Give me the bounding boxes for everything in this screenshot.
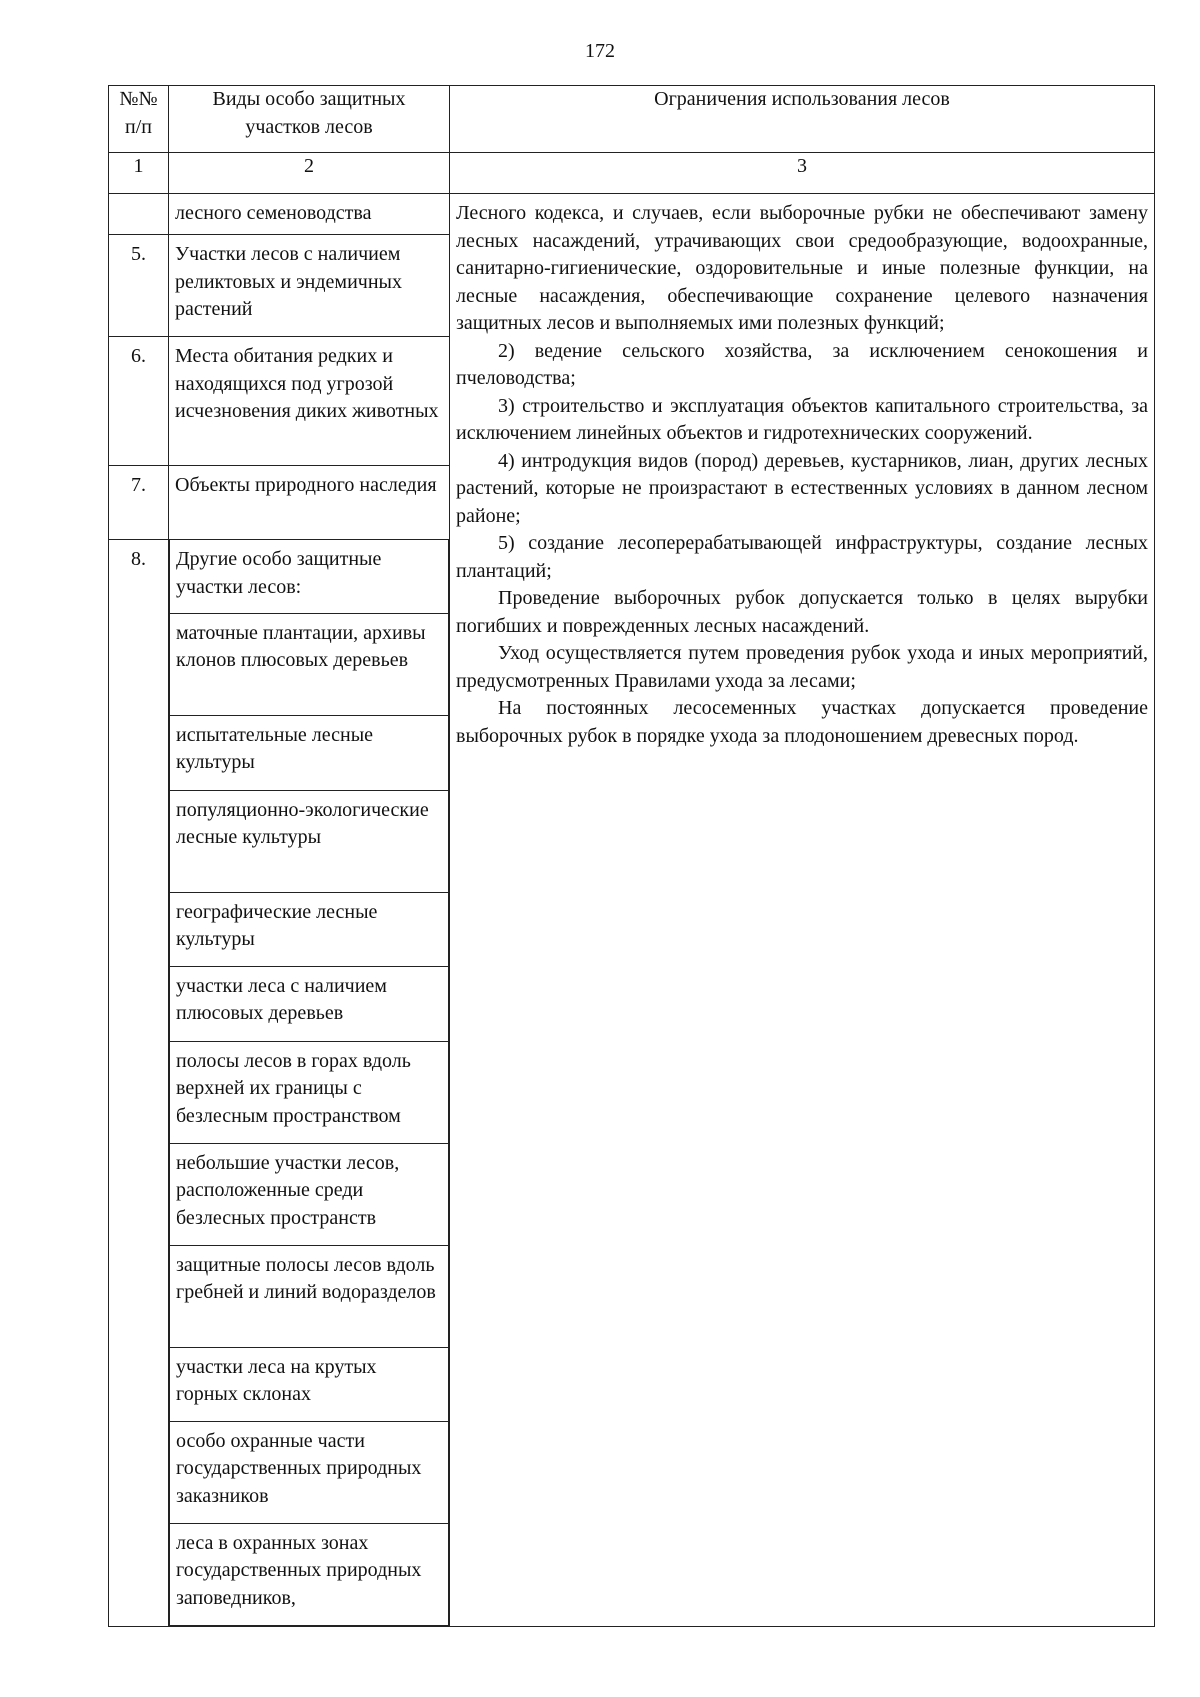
list-item: испытательные лесные культуры — [170, 715, 449, 790]
header-restrictions: Ограничения использования лесов — [450, 86, 1155, 153]
forest-area-type: Объекты природного наследия — [169, 466, 450, 540]
forest-restrictions-table — [108, 85, 1155, 1627]
forest-area-type: Участки лесов с наличием реликтовых и эндемичных растений — [169, 235, 450, 337]
table-header-row — [109, 86, 1155, 153]
column-number: 2 — [169, 153, 450, 194]
list-item: Другие особо защитные участки лесов: — [170, 540, 449, 613]
list-item: полосы лесов в горах вдоль верхней их границы с безлесным пространством — [170, 1041, 449, 1143]
table-row — [109, 194, 1155, 235]
list-item: небольшие участки лесов, расположенные среди безлесных пространств — [170, 1143, 449, 1245]
forest-area-type: Места обитания редких и находящихся под угрозой исчезновения диких животных — [169, 337, 450, 466]
restriction-paragraph: 2) ведение сельского хозяйства, за исключением сенокошения и пчеловодства; — [456, 339, 1148, 389]
header-number: №№ п/п — [109, 86, 169, 153]
list-item: леса в охранных зонах государственных природных заповедников, — [170, 1523, 449, 1625]
row-number: 5. — [109, 235, 169, 337]
restriction-paragraph: Лесного кодекса, и случаев, если выборочные рубки не обеспечивают замену лесных насаждений, утрачивающих свои средообразующие, водоохранные, санитарно-гигиенические, оздоровительные и иные полезные функции, на лесные насаждения, обеспечивающие сохранение целевого назначения защитных лесов и выполняемых ими полезных функций; — [456, 202, 1148, 334]
list-item: участки леса на крутых горных склонах — [170, 1347, 449, 1421]
restriction-paragraph: Проведение выборочных рубок допускается только в целях вырубки погибших и поврежденных лесных насаждений. — [456, 587, 1148, 637]
restriction-paragraph: На постоянных лесосеменных участках допускается проведение выборочных рубок в порядке ухода за плодоношением древесных пород. — [456, 697, 1148, 747]
row-number — [109, 194, 169, 235]
page-number: 172 — [585, 40, 615, 62]
column-number-row — [109, 153, 1155, 194]
list-item: популяционно-экологические лесные культуры — [170, 790, 449, 892]
forest-area-subtypes — [169, 540, 450, 1627]
column-number: 3 — [450, 153, 1155, 194]
restriction-paragraph: 5) создание лесоперерабатывающей инфраструктуры, создание лесных плантаций; — [456, 532, 1148, 582]
list-item: географические лесные культуры — [170, 892, 449, 966]
row-number: 7. — [109, 466, 169, 540]
restriction-paragraph: 4) интродукция видов (пород) деревьев, кустарников, лиан, других лесных растений, которые не произрастают в естественных условиях в данном лесном районе; — [456, 449, 1148, 527]
list-item: участки леса с наличием плюсовых деревьев — [170, 966, 449, 1041]
forest-area-type: лесного семеноводства — [169, 194, 450, 235]
restrictions-text — [450, 194, 1155, 1627]
row-number: 8. — [109, 540, 169, 1627]
column-number: 1 — [109, 153, 169, 194]
list-item: маточные плантации, архивы клонов плюсовых деревьев — [170, 613, 449, 715]
restriction-paragraph: 3) строительство и эксплуатация объектов капитального строительства, за исключением линейных объектов и гидротехнических сооружений. — [456, 394, 1148, 444]
row-number: 6. — [109, 337, 169, 466]
subtypes-list — [169, 540, 449, 1626]
header-forest-area-type: Виды особо защитных участков лесов — [169, 86, 450, 153]
restriction-paragraph: Уход осуществляется путем проведения рубок ухода и иных мероприятий, предусмотренных Правилами ухода за лесами; — [456, 642, 1148, 692]
list-item: особо охранные части государственных природных заказников — [170, 1421, 449, 1523]
list-item: защитные полосы лесов вдоль гребней и линий водоразделов — [170, 1245, 449, 1347]
